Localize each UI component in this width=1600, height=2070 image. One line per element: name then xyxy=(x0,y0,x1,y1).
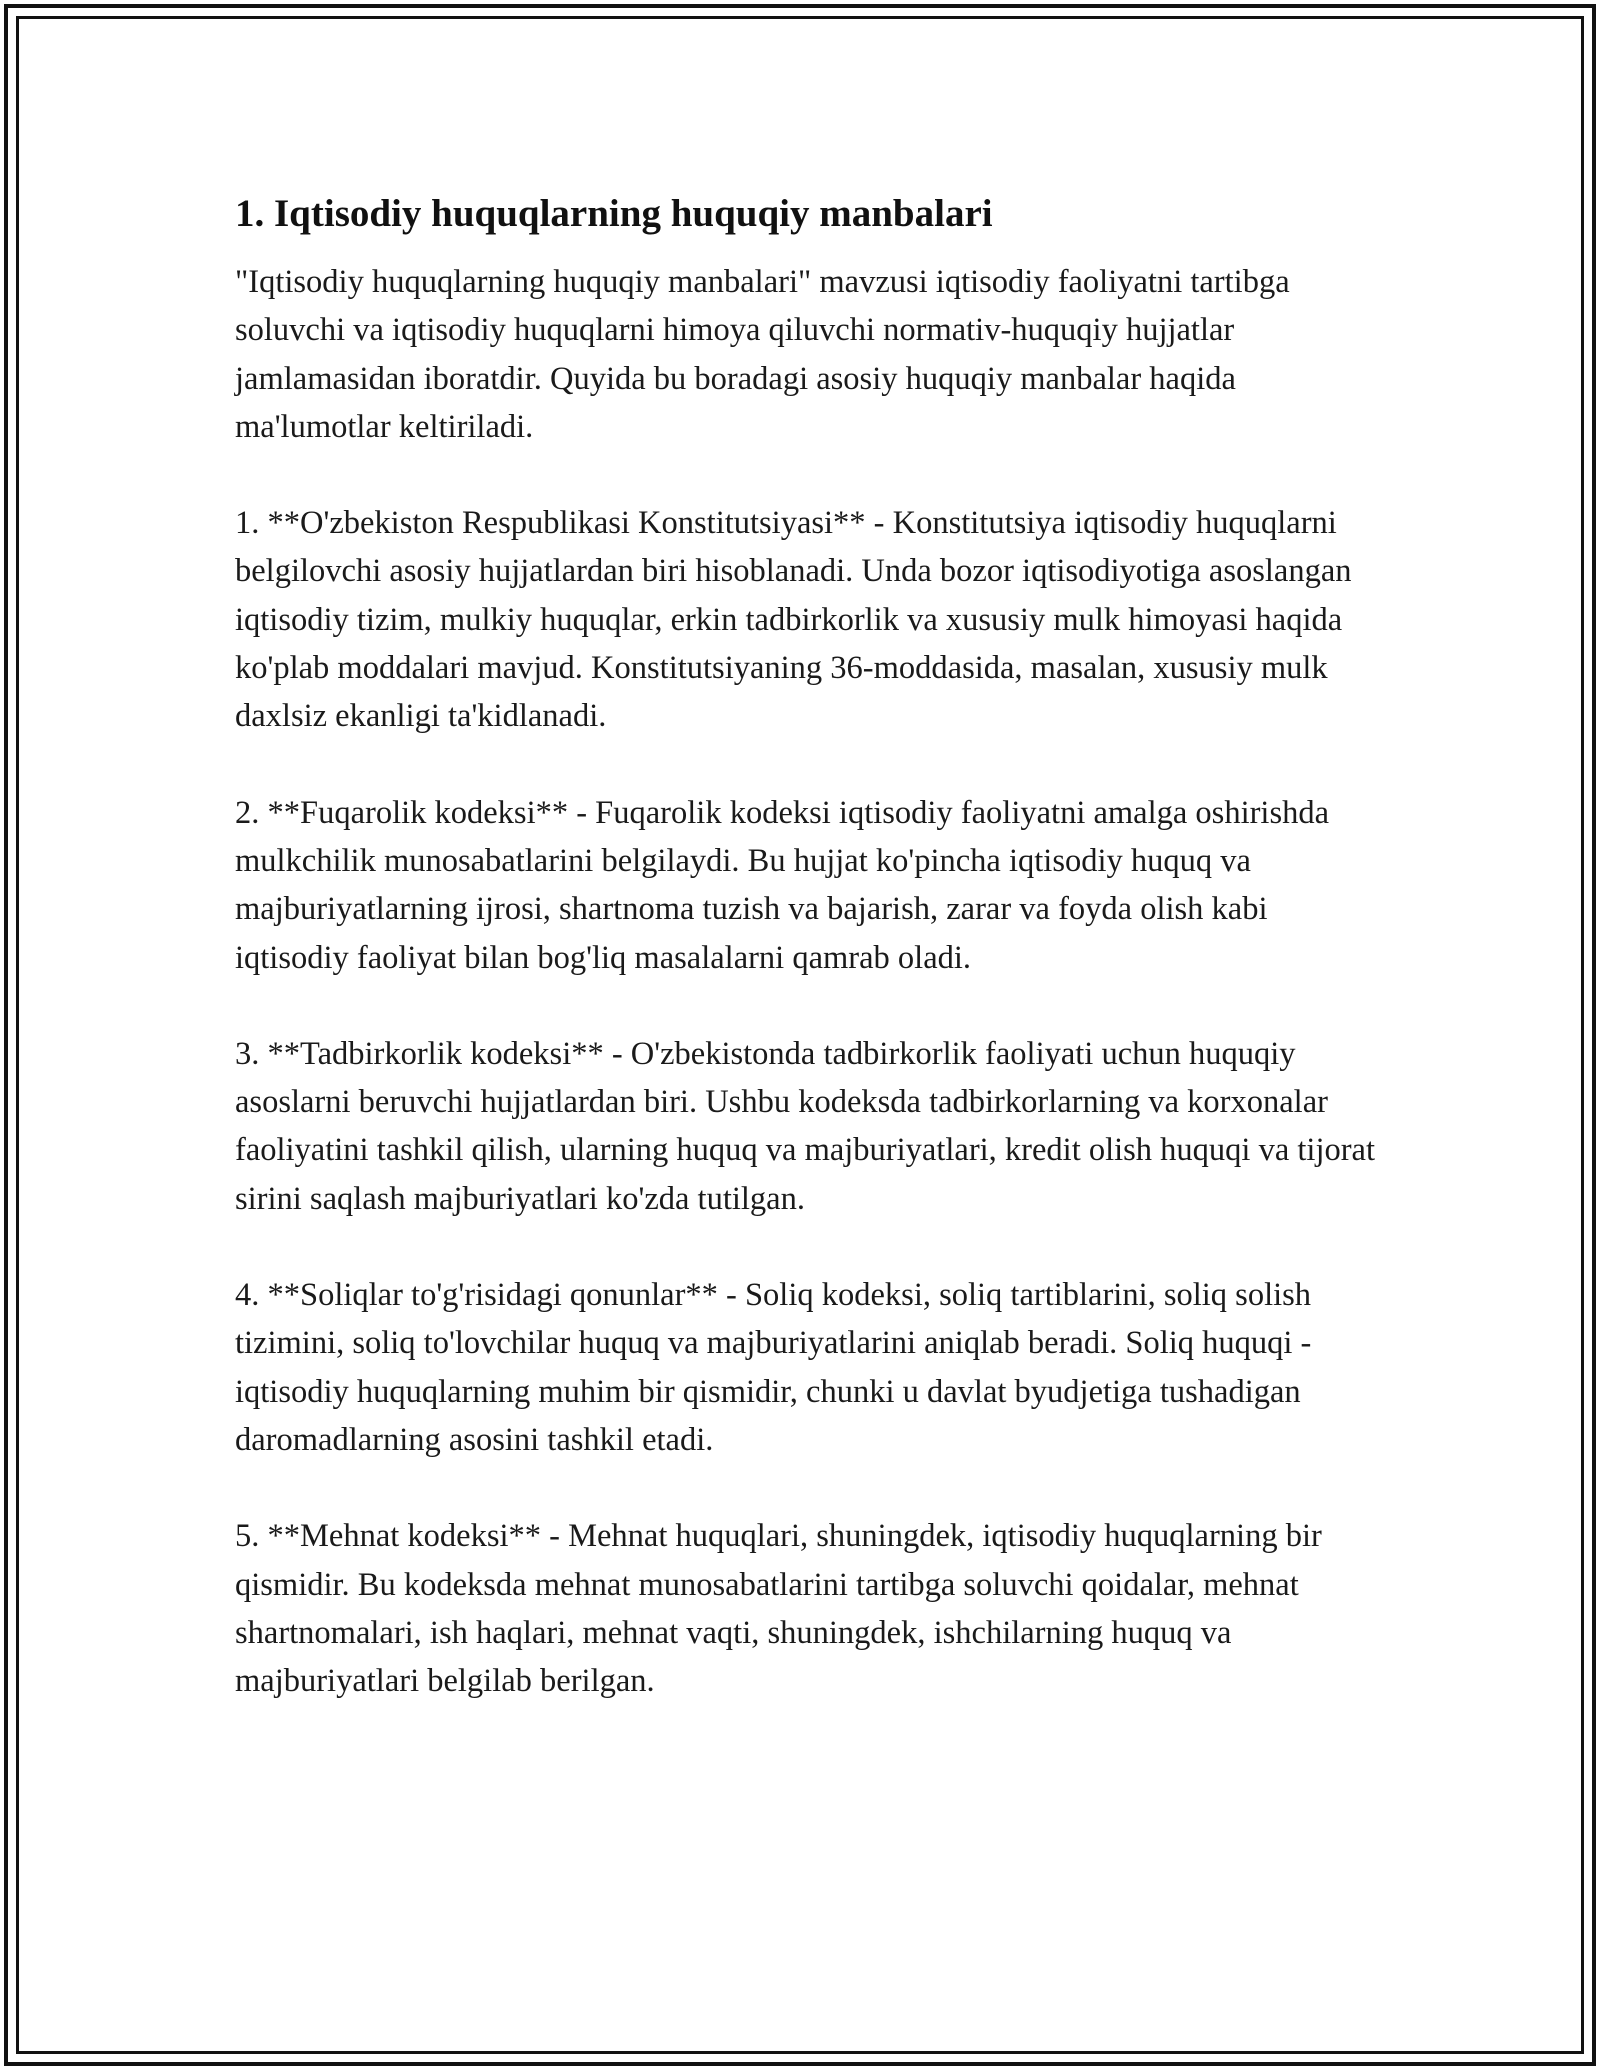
list-item-labor-code: 5. **Mehnat kodeksi** - Mehnat huquqlari, shuningdek, iqtisodiy huquqlarning bir qismidir. Bu kodeksda mehnat munosabatlarini tartibga soluvchi qoidalar, mehnat shartnomalari, ish haqlari, mehnat vaqti, shuningdek, ishchilarning huquq va majburiyatlari belgilab berilgan. xyxy=(235,1518,1322,1700)
intro-paragraph: "Iqtisodiy huquqlarning huquqiy manbalari" mavzusi iqtisodiy faoliyatni tartibga soluvchi va iqtisodiy huquqlarni himoya qiluvchi normativ-huquqiy hujjatlar jamlamasidan iboratdir. Quyida bu boradagi asosiy huquqiy manbalar haqida ma'lumotlar keltiriladi. xyxy=(235,264,1290,445)
list-item-entrepreneurship-code: 3. **Tadbirkorlik kodeksi** - O'zbekistonda tadbirkorlik faoliyati uchun huquqiy asoslarni beruvchi hujjatlardan biri. Ushbu kodeksda tadbirkorlarning va korxonalar faoliyatini tashkil qilish, ularning huquq va majburiyatlari, kredit olish huquqi va tijorat sirini saqlash majburiyatlari ko'zda tutilgan. xyxy=(235,1035,1376,1217)
list-item-civil-code: 2. **Fuqarolik kodeksi** - Fuqarolik kodeksi iqtisodiy faoliyatni amalga oshirishda mulkchilik munosabatlarini belgilaydi. Bu hujjat ko'pincha iqtisodiy huquq va majburiyatlarning ijrosi, shartnoma tuzish va bajarish, zarar va foyda olish kabi iqtisodiy faoliyat bilan bog'liq masalalarni qamrab oladi. xyxy=(235,794,1330,976)
list-item-constitution: 1. **O'zbekiston Respublikasi Konstitutsiyasi** - Konstitutsiya iqtisodiy huquqlarni belgilovchi asosiy hujjatlardan biri hisoblanadi. Unda bozor iqtisodiyotiga asoslangan iqtisodiy tizim, mulkiy huquqlar, erkin tadbirkorlik va xususiy mulk himoyasi haqida ko'plab moddalari mavjud. Konstitutsiyaning 36-moddasida, masalan, xususiy mulk daxlsiz ekanligi ta'kidlanadi. xyxy=(235,505,1352,735)
document-body xyxy=(235,188,1385,1753)
section-heading: 1. Iqtisodiy huquqlarning huquqiy manbalari xyxy=(235,192,993,235)
list-item-tax-laws: 4. **Soliqlar to'g'risidagi qonunlar** - Soliq kodeksi, soliq tartiblarini, soliq solish tizimini, soliq to'lovchilar huquq va majburiyatlarini aniqlab beradi. Soliq huquqi - iqtisodiy huquqlarning muhim bir qismidir, chunki u davlat byudjetiga tushadigan daromadlarning asosini tashkil etadi. xyxy=(235,1277,1312,1458)
